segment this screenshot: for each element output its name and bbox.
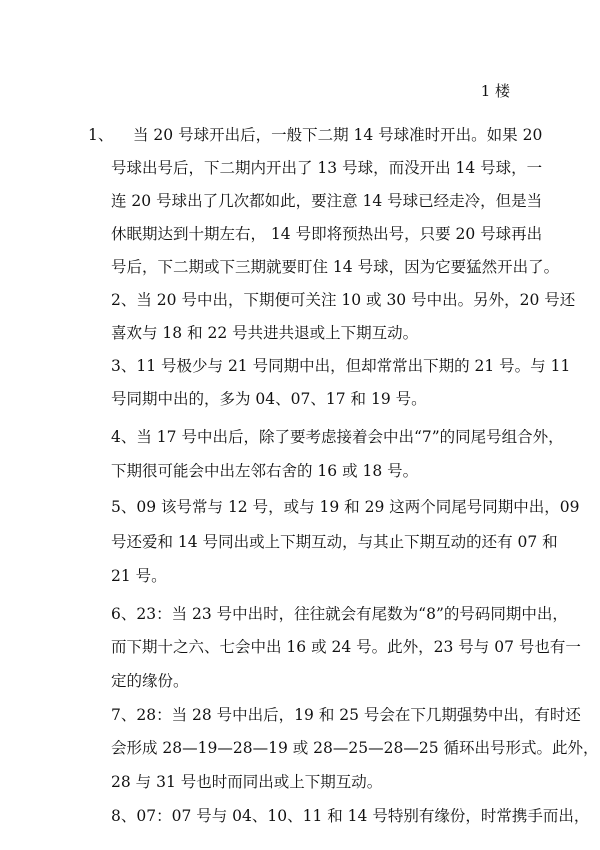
item-2-line-1: 2、当 20 号中出，下期便可关注 10 或 30 号中出。另外，20 号还 <box>111 291 576 309</box>
item-4-line-1: 4、当 17 号中出后，除了要考虑接着会中出“7”的同尾号组合外， <box>111 428 564 446</box>
item-7-line-1: 7、28：当 28 号中出后，19 和 25 号会在下几期强势中出，有时还 <box>111 706 581 724</box>
item-6-line-3: 定的缘份。 <box>111 672 189 690</box>
item-1-line-5: 号后，下二期或下三期就要盯住 14 号球，因为它要猛然开出了。 <box>111 258 560 276</box>
item-3-line-2: 号同期中出的，多为 04、07、17 和 19 号。 <box>111 390 427 408</box>
item-1-number: 1、 <box>88 126 114 144</box>
item-8-line-1: 8、07：07 号与 04、10、11 和 14 号特别有缘份，时常携手而出， <box>111 807 590 825</box>
item-2-line-2: 喜欢与 18 和 22 号共进共退或上下期互动。 <box>111 324 419 342</box>
item-1-line-1-text: 当 20 号球开出后，一般下二期 14 号球准时开出。如果 20 <box>133 126 543 144</box>
item-7-line-2: 会形成 28—19—28—19 或 28—25—28—25 循环出号形式。此外， <box>111 739 599 757</box>
item-7-line-3: 28 与 31 号也时而同出或上下期互动。 <box>111 773 383 791</box>
item-1-line-3: 连 20 号球出了几次都如此，要注意 14 号球已经走冷，但是当 <box>111 192 543 210</box>
item-5-line-1: 5、09 该号常与 12 号，或与 19 和 29 这两个同尾号同期中出，09 <box>111 498 580 516</box>
item-5-line-3: 21 号。 <box>111 567 167 585</box>
item-1-line-4: 休眠期达到十期左右， 14 号即将预热出号，只要 20 号球再出 <box>111 225 543 243</box>
item-3-line-1: 3、11 号极少与 21 号同期中出，但却常常出下期的 21 号。与 11 <box>111 357 571 375</box>
item-1-line-2: 号球出号后，下二期内开出了 13 号球，而没开出 14 号球，一 <box>111 159 543 177</box>
item-6-line-1: 6、23：当 23 号中出时，往往就会有尾数为“8”的号码同期中出， <box>111 605 568 623</box>
item-6-line-2: 而下期十之六、七会中出 16 或 24 号。此外，23 号与 07 号也有一 <box>111 638 581 656</box>
floor-label: 1 楼 <box>480 82 510 100</box>
item-4-line-2: 下期很可能会中出左邻右舍的 16 或 18 号。 <box>111 462 419 480</box>
item-5-line-2: 号还爱和 14 号同出或上下期互动，与其止下期互动的还有 07 和 <box>111 533 558 551</box>
